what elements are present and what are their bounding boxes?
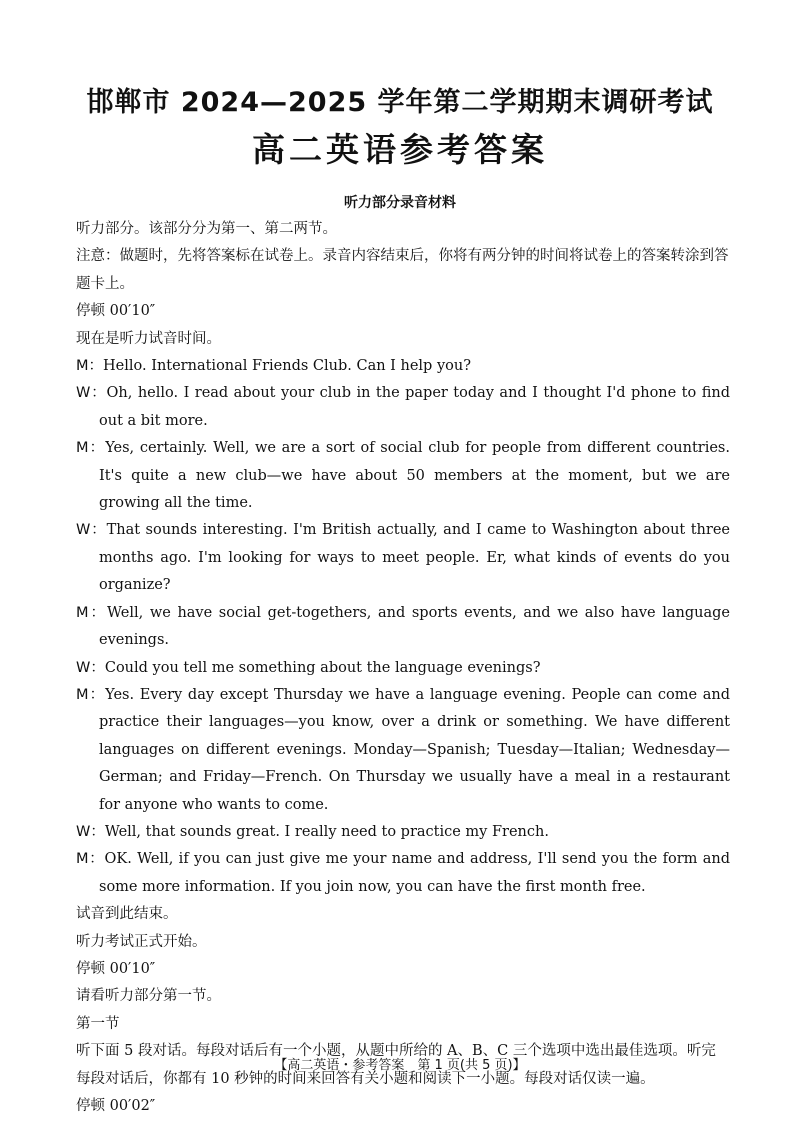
- speaker-label: W：: [76, 522, 107, 539]
- speaker-label: W：: [76, 823, 105, 840]
- dialogue-text: Oh, hello. I read about your club in the paper today and I thought I'd phone to find out a bit more.: [99, 385, 730, 429]
- intro-line: 听力部分。该部分分为第一、第二两节。: [76, 221, 337, 237]
- dialogue-line: [76, 380, 730, 435]
- dialogue-text: That sounds interesting. I'm British actually, and I came to Washington about three months ago. I'm looking for ways to meet people. Er, what kinds of events do you organize?: [99, 522, 730, 594]
- speaker-label: M：: [76, 440, 106, 457]
- page-footer: 【高二英语・参考答案 第 1 页(共 5 页)】: [274, 1058, 526, 1073]
- dialogue-line: [76, 517, 730, 599]
- speaker-label: W：: [76, 659, 105, 676]
- intro-line: 现在是听力试音时间。: [76, 330, 221, 347]
- transcript-body: [76, 216, 730, 1120]
- outro-line: 听力考试正式开始。: [76, 933, 207, 950]
- intro-line: 注意：做题时，先将答案标在试卷上。录音内容结束后，你将有两分钟的时间将试卷上的答案转涂到答题卡上。: [76, 248, 729, 292]
- dialogue-line: [76, 819, 730, 846]
- pause-line: 停顿 00′10″: [76, 960, 156, 977]
- pause-line: 停顿 00′10″: [76, 303, 156, 320]
- speaker-label: M：: [76, 604, 108, 621]
- speaker-label: M：: [76, 358, 104, 375]
- dialogue-text: Yes, certainly. Well, we are a sort of social club for people from different countries. It's quite a new club—we have about 50 members at the moment, but we are growing all the time.: [99, 440, 730, 512]
- dialogue-line: [76, 682, 730, 819]
- speaker-label: M：: [76, 851, 105, 868]
- dialogue-line: [76, 435, 730, 517]
- speaker-label: M：: [76, 686, 106, 703]
- dialogue-text: Hello. International Friends Club. Can I help you?: [103, 358, 471, 375]
- dialogue-line: [76, 846, 730, 901]
- dialogue-text: OK. Well, if you can just give me your name and address, I'll send you the form and some more information. If you join now, you can have the first month free.: [99, 851, 730, 895]
- answer-key-title: 高二英语参考答案: [252, 130, 548, 169]
- pause-line: 停顿 00′02″: [76, 1098, 156, 1114]
- dialogue-text: Yes. Every day except Thursday we have a language evening. People can come and practice their languages—you know, over a drink or something. We have different languages on different evenings. Monday—Spanish; Tuesday—Italian; Wednesday—German; and Friday—French. On Thursday we usually have a meal in a restaurant for anyone who wants to come.: [99, 686, 730, 813]
- dialogue-text: Could you tell me something about the language evenings?: [104, 659, 541, 676]
- instructions: 听下面 5 段对话。每段对话后有一个小题，从题中所给的 A、B、C 三个选项中选出最佳选项。听完每段对话后，你都有 10 秒钟的时间来回答有关小题和阅读下一小题。每段对话仅读一遍。: [76, 1043, 716, 1087]
- outro-line: 请看听力部分第一节。: [76, 988, 221, 1005]
- outro-line: 试音到此结束。: [76, 906, 178, 923]
- section-title: 听力部分录音材料: [344, 195, 456, 211]
- exam-title: 邯郸市 2024—2025 学年第二学期期末调研考试: [86, 87, 714, 118]
- speaker-label: W：: [76, 385, 107, 402]
- dialogue-line: [76, 655, 730, 682]
- dialogue-line: [76, 353, 730, 380]
- dialogue-text: Well, that sounds great. I really need to practice my French.: [104, 823, 549, 840]
- dialogue-text: Well, we have social get-togethers, and sports events, and we also have language evenings.: [99, 604, 730, 649]
- dialogue-line: [76, 600, 730, 655]
- section-heading: 第一节: [76, 1015, 120, 1032]
